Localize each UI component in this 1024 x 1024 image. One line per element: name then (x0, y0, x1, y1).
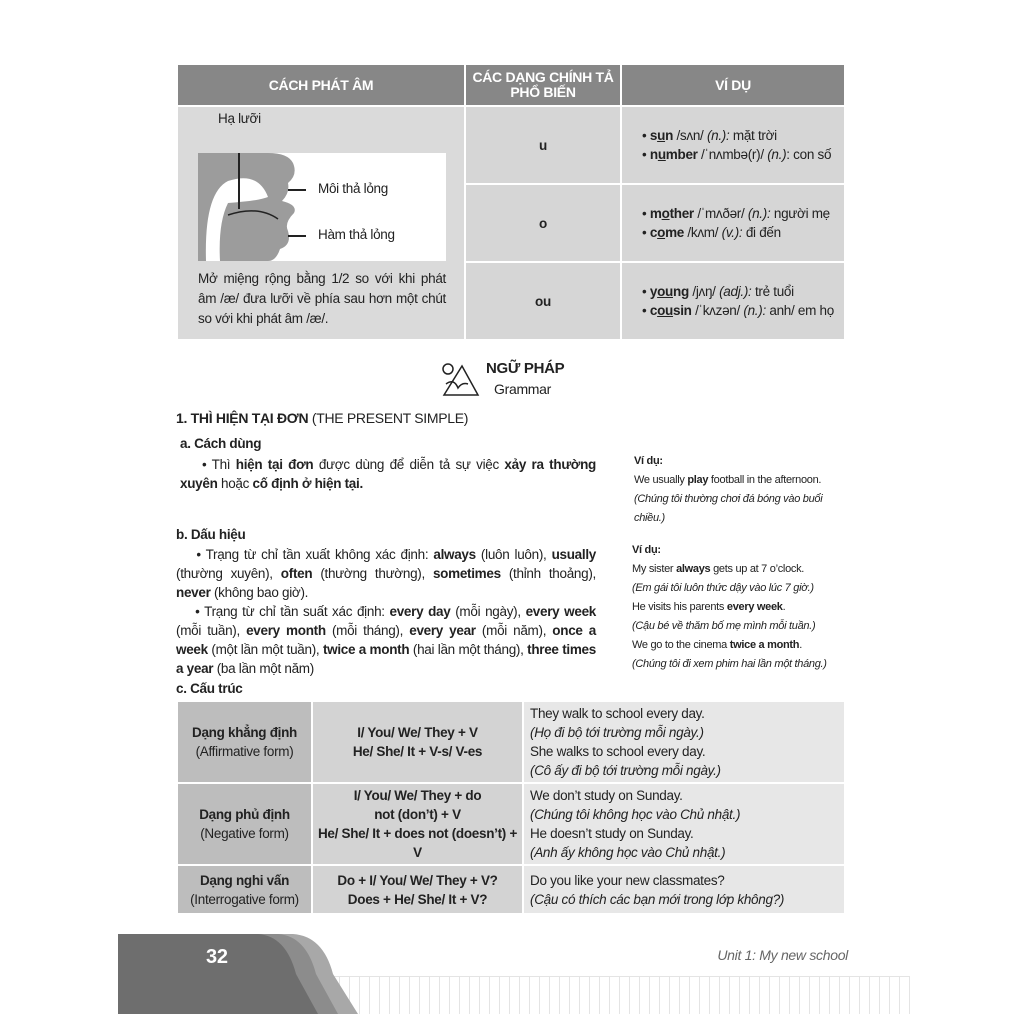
text-segment: (không bao giờ). (210, 585, 309, 600)
text-segment: (n.): (743, 303, 766, 318)
examples-cell (621, 184, 845, 262)
text-segment: (Chúng tôi không học vào Chủ nhật.) (530, 807, 741, 822)
formula-cell (312, 783, 523, 865)
form-cell (177, 783, 312, 865)
text-segment: (adj.): (719, 284, 752, 299)
form-name-en: (Affirmative form) (195, 744, 294, 759)
text-segment: (mỗi tuần), (176, 604, 600, 638)
text-segment: three times a year (176, 642, 600, 676)
text-segment: /sʌn/ (673, 128, 707, 143)
text-segment: n (649, 147, 658, 162)
footer-pattern (330, 976, 910, 1014)
structure-table (176, 700, 846, 915)
formula-line: Do + I/ You/ We/ They + V? (337, 872, 498, 888)
text-segment: He visits his parents (632, 601, 727, 613)
text-segment: ng (673, 284, 689, 299)
text-segment: c (649, 303, 658, 318)
text-segment: every month (246, 623, 326, 638)
text-segment: s (649, 128, 658, 143)
text-segment: me (665, 225, 684, 240)
text-segment: u (657, 147, 666, 162)
text-segment: gets up at 7 o’clock. (710, 563, 805, 575)
form-cell (177, 701, 312, 783)
text-segment: /jʌŋ/ (688, 284, 720, 299)
text-segment: ou (657, 303, 674, 318)
text-segment: . (782, 601, 786, 613)
example-box-2 (632, 541, 850, 674)
table-row (177, 783, 845, 865)
formula-cell (312, 701, 523, 783)
signs-title: b. Dấu hiệu (176, 527, 246, 542)
grammar-title: NGỮ PHÁP (486, 360, 565, 377)
text-segment: sometimes (432, 566, 501, 581)
text-segment: mặt trời (729, 128, 777, 143)
text-line (642, 223, 844, 242)
section-heading (176, 410, 468, 426)
form-cell (177, 865, 312, 914)
text-segment: He doesn’t study on Sunday. (530, 826, 694, 841)
label-tongue: Hạ lưỡi (218, 111, 261, 126)
text-segment: My sister (632, 563, 677, 575)
text-line (632, 579, 850, 598)
text-segment: once a week (176, 623, 600, 657)
form-name: Dạng phủ định (199, 807, 290, 822)
example-line (530, 742, 840, 761)
table-row (177, 865, 845, 914)
text-segment: (một lần một tuần), (207, 642, 323, 657)
text-segment: (ba lần một năm) (213, 661, 314, 676)
text-line (642, 126, 844, 145)
text-segment: /ˈmʌðər/ (693, 206, 748, 221)
text-segment: (n.) (767, 147, 787, 162)
text-segment: • Thì (180, 457, 236, 472)
mouth-diagram (198, 153, 446, 261)
text-segment: (Em gái tôi luôn thức dậy vào lúc 7 giờ.) (632, 582, 814, 594)
text-segment: every day (389, 604, 451, 619)
text-segment: (Cô ấy đi bộ tới trường mỗi ngày.) (530, 763, 721, 778)
text-segment: hoặc (217, 476, 253, 491)
text-segment: mber (665, 147, 698, 162)
text-segment: đi đến (742, 225, 781, 240)
text-segment: every week (525, 604, 596, 619)
example-line (530, 805, 840, 824)
text-segment: never (176, 585, 211, 600)
text-segment: (thường thường), (312, 566, 433, 581)
text-line (642, 145, 844, 164)
text-segment: (luôn luôn), (475, 547, 552, 562)
text-segment: • Trạng từ chỉ tần xuất không xác định: (176, 547, 434, 562)
example-line (530, 723, 840, 742)
text-segment: (mỗi ngày), (450, 604, 526, 619)
form-name-en: (Interrogative form) (190, 891, 299, 907)
text-line (632, 598, 850, 617)
text-segment: (THE PRESENT SIMPLE) (308, 410, 469, 426)
text-segment: • (642, 147, 650, 162)
form-name: Dạng nghi vấn (199, 872, 290, 888)
text-segment: (Cậu có thích các bạn mới trong lớp không?) (530, 891, 785, 907)
text-segment: (Cậu bé về thăm bố mẹ mình mỗi tuần.) (632, 620, 816, 632)
header-spelling: CÁC DẠNG CHÍNH TẢ PHỔ BIẾN (465, 64, 621, 106)
signs-text-2 (176, 602, 600, 678)
text-segment: u (657, 128, 666, 143)
text-segment: (Chúng tôi đi xem phim hai lần một tháng.) (632, 658, 827, 670)
example-line (530, 704, 840, 723)
pronunciation-table (176, 63, 846, 341)
unit-title: Unit 1: My new school (717, 947, 848, 963)
usage-title: a. Cách dùng (180, 436, 262, 451)
table-row (177, 701, 845, 783)
text-segment: • (642, 303, 650, 318)
text-segment: (thỉnh thoảng), (500, 566, 600, 581)
text-segment: /ˈkʌzən/ (691, 303, 744, 318)
header-examples: VÍ DỤ (621, 64, 845, 106)
signs-text-1 (176, 545, 600, 602)
text-segment: m (649, 206, 662, 221)
text-segment: 1. THÌ HIỆN TẠI ĐƠN (176, 410, 309, 426)
example-box-1 (634, 452, 849, 528)
text-segment: : con số (786, 147, 832, 162)
label-jaw: Hàm thả lỏng (318, 227, 395, 242)
text-segment: anh/ em họ (765, 303, 834, 318)
footer-tab-shape (118, 934, 358, 1014)
example-line (530, 871, 840, 890)
text-segment: (mỗi năm), (475, 623, 553, 638)
spelling-cell: o (465, 184, 621, 262)
text-segment: always (433, 547, 476, 562)
text-segment: every year (409, 623, 476, 638)
text-line (642, 301, 844, 320)
text-line (632, 560, 850, 579)
grammar-subtitle: Grammar (494, 381, 552, 397)
text-segment: (thường xuyên), (176, 547, 600, 581)
text-segment: always (676, 563, 711, 575)
text-line (632, 636, 850, 655)
text-segment: ou (657, 284, 674, 299)
text-segment: • Trạng từ chỉ tần suất xác định: (176, 604, 390, 619)
text-segment: They walk to school every day. (530, 706, 705, 721)
example-line (530, 824, 840, 843)
text-line (642, 204, 844, 223)
text-segment: cố định ở hiện tại. (252, 476, 363, 491)
text-segment: . (799, 639, 802, 651)
text-segment: ther (669, 206, 694, 221)
text-segment: (v.): (721, 225, 743, 240)
text-segment: usually (551, 547, 596, 562)
example-line (530, 890, 840, 909)
examples-cell (523, 701, 845, 783)
text-segment: • (642, 284, 650, 299)
text-segment: n (665, 128, 674, 143)
formula-line: I/ You/ We/ They + do not (don’t) + V (353, 788, 482, 822)
text-segment: play (687, 474, 709, 486)
text-segment: We usually (634, 474, 688, 486)
pronunciation-cell (177, 106, 465, 340)
spelling-cell: u (465, 106, 621, 184)
text-segment: sin (673, 303, 692, 318)
text-segment: often (280, 566, 313, 581)
text-segment: (Chúng tôi thường chơi đá bóng vào buổi chiều.) (634, 493, 823, 524)
label-lips: Môi thả lỏng (318, 181, 388, 196)
structure-title: c. Cấu trúc (176, 681, 243, 696)
example-line (530, 761, 840, 780)
formula-cell (312, 865, 523, 914)
text-segment: y (649, 284, 658, 299)
examples-cell (621, 106, 845, 184)
text-line (632, 617, 850, 636)
text-segment: We go to the cinema (632, 639, 730, 651)
text-segment: được dùng để diễn tả sự việc (313, 457, 505, 472)
spelling-cell: ou (465, 262, 621, 340)
text-line (634, 471, 849, 490)
text-segment: người mẹ (770, 206, 830, 221)
text-segment: football in the afternoon. (708, 474, 822, 486)
header-pronunciation: CÁCH PHÁT ÂM (177, 64, 465, 106)
mouth-diagram-icon (198, 153, 446, 261)
pronunciation-description: Mở miệng rộng bằng 1/2 so với khi phát âm /æ/ đưa lưỡi về phía sau hơn một chút so với khi phát âm /æ/. (198, 271, 446, 326)
text-segment: c (649, 225, 658, 240)
text-segment: twice a month (729, 639, 800, 651)
text-segment: hiện tại đơn (235, 457, 314, 472)
text-segment: (Họ đi bộ tới trường mỗi ngày.) (530, 725, 704, 740)
text-line (632, 655, 850, 674)
text-segment: (hai lần một tháng), (409, 642, 528, 657)
text-segment: /ˈnʌmbə(r)/ (697, 147, 768, 162)
form-name-en: (Negative form) (200, 826, 289, 841)
formula-line: I/ You/ We/ They + V (357, 725, 478, 740)
text-segment: (n.): (706, 128, 730, 143)
text-line (642, 282, 844, 301)
text-segment: • (642, 128, 650, 143)
text-segment: xảy ra thường xuyên (180, 457, 600, 491)
text-segment: (n.): (747, 206, 771, 221)
examples-cell (621, 262, 845, 340)
text-segment: • (642, 206, 650, 221)
usage-text (180, 455, 600, 493)
formula-line: Does + He/ She/ It + V? (347, 891, 488, 907)
example-line (530, 786, 840, 805)
formula-line: He/ She/ It + does not (doesn’t) + V (317, 826, 518, 860)
text-segment: She walks to school every day. (530, 744, 706, 759)
formula-line: He/ She/ It + V-s/ V-es (352, 744, 483, 759)
text-segment: /kʌm/ (683, 225, 722, 240)
text-segment: We don’t study on Sunday. (530, 788, 683, 803)
table-row (177, 106, 845, 184)
text-segment: • (642, 225, 650, 240)
text-segment: every week (726, 601, 783, 613)
text-segment: o (661, 206, 670, 221)
text-segment: (Anh ấy không học vào Chủ nhật.) (530, 845, 726, 860)
text-segment: twice a month (322, 642, 410, 657)
text-segment: Do you like your new classmates? (530, 872, 725, 888)
examples-cell (523, 783, 845, 865)
text-segment: o (657, 225, 666, 240)
text-segment: (mỗi tháng), (325, 623, 410, 638)
page-number: 32 (206, 946, 228, 968)
form-name: Dạng khẳng định (192, 725, 297, 740)
examples-cell (523, 865, 845, 914)
text-segment: trẻ tuổi (751, 284, 794, 299)
example-label: Ví dụ: (632, 544, 661, 556)
example-line (530, 843, 840, 862)
mountain-icon (440, 362, 480, 396)
example-label: Ví dụ: (634, 455, 663, 467)
text-line (634, 490, 849, 528)
